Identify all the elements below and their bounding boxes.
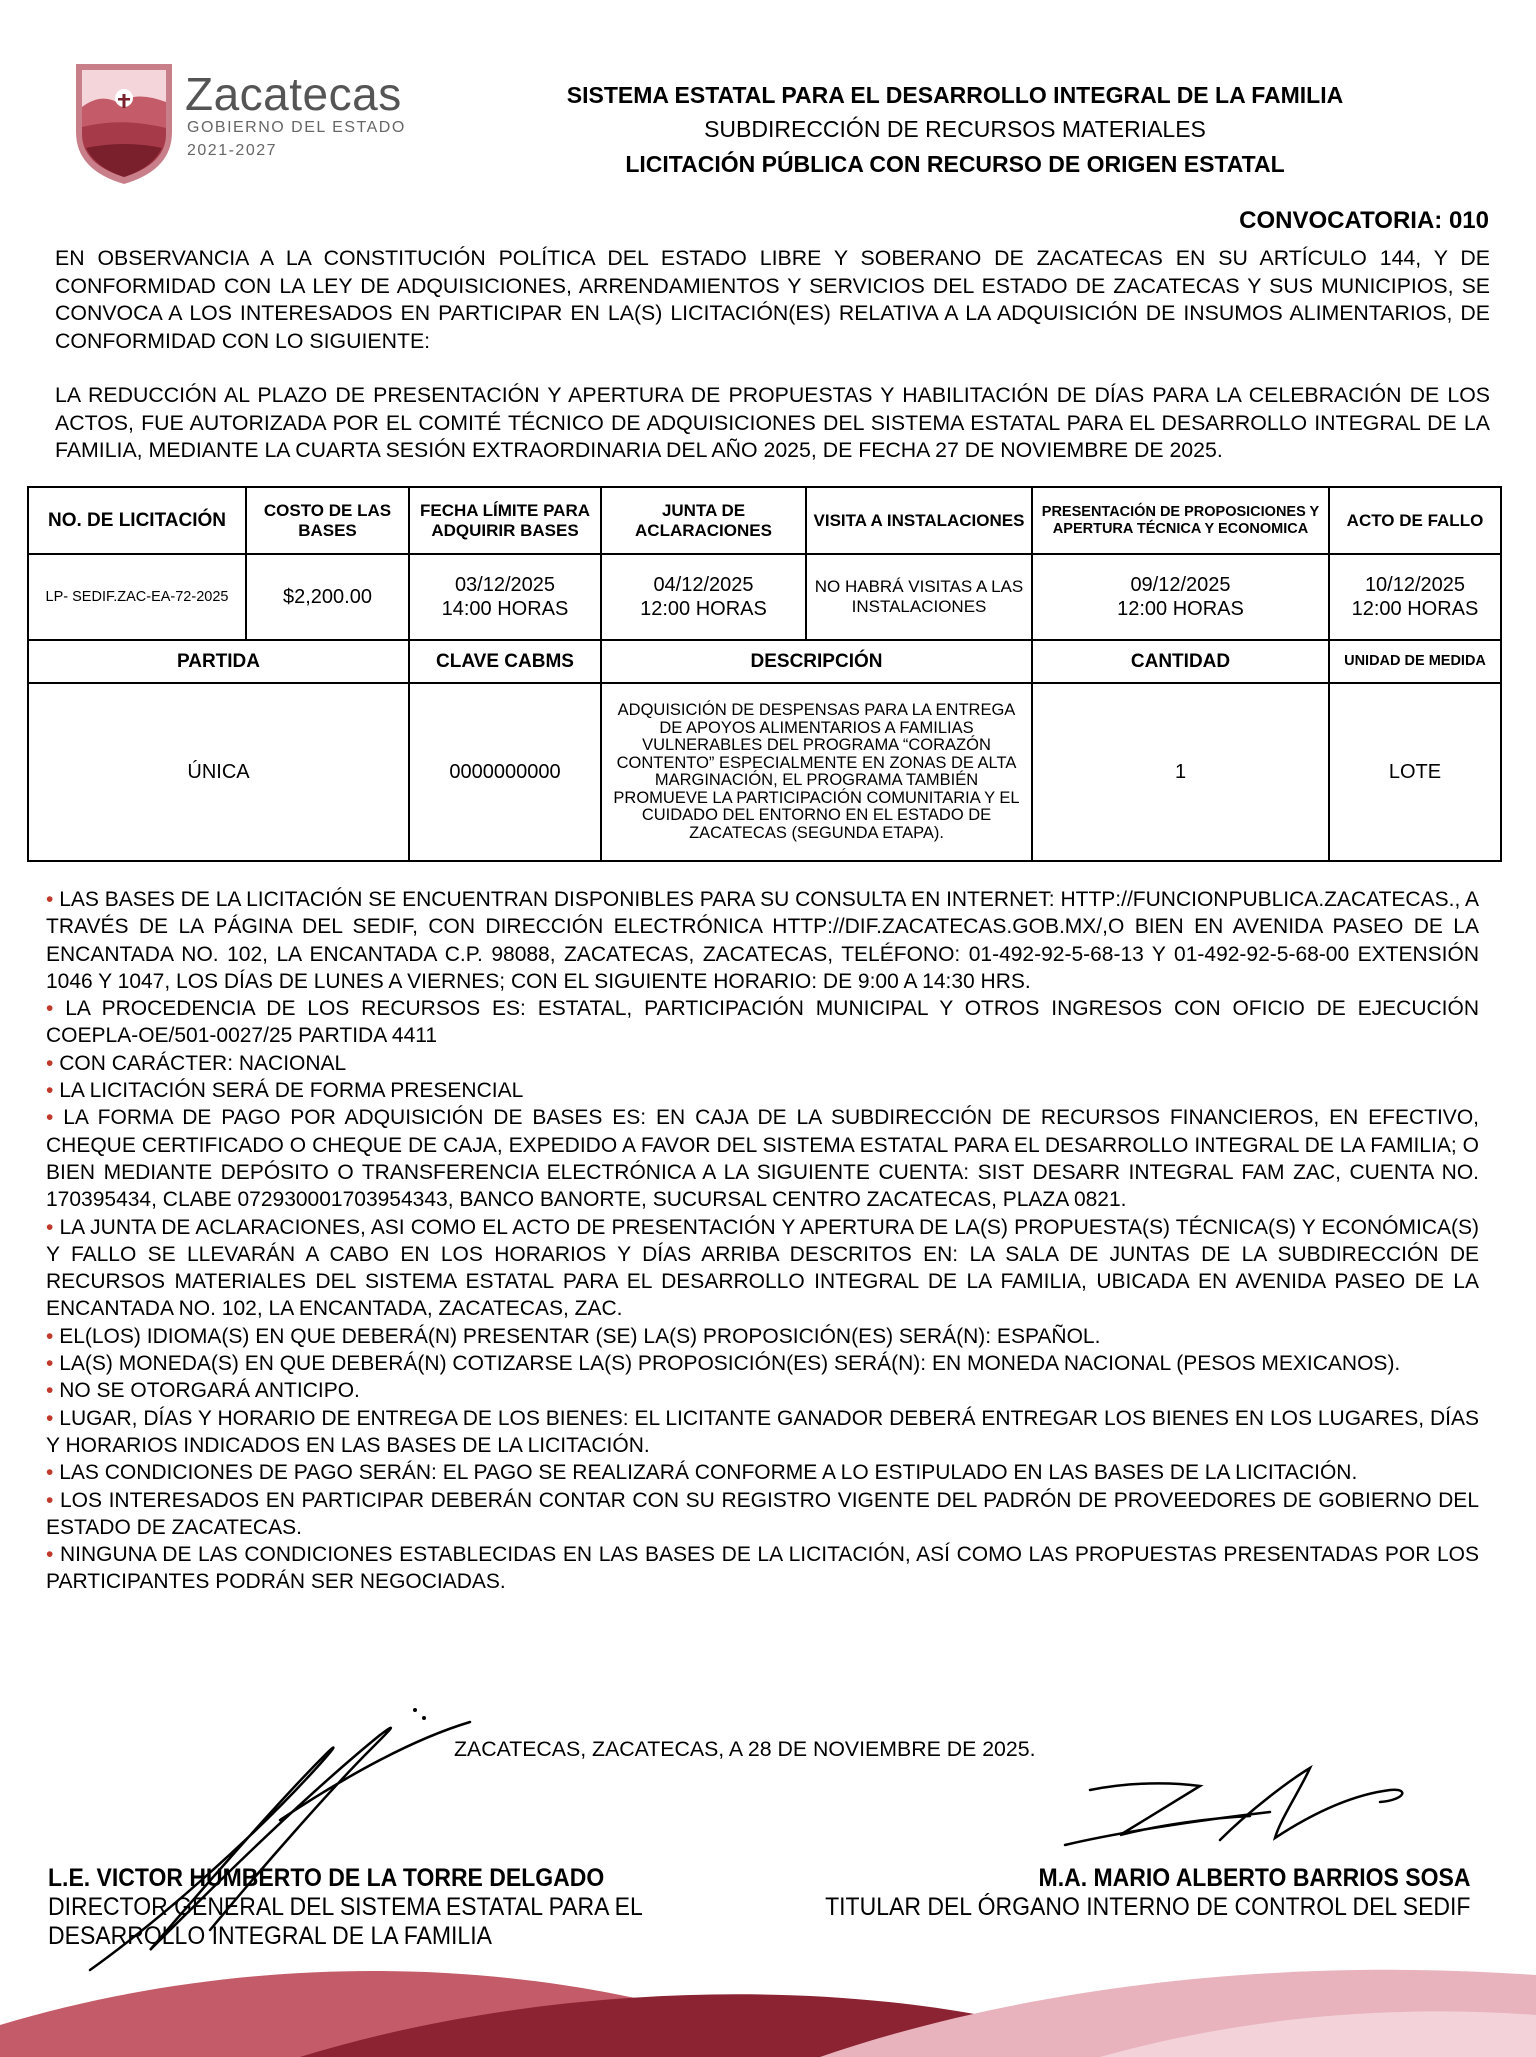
cell-fallo xyxy=(1329,554,1501,640)
list-item: • LAS CONDICIONES DE PAGO SERÁN: EL PAGO SE REALIZARÁ CONFORME A LO ESTIPULADO EN LAS BASES DE LA LICITACIÓN. xyxy=(46,1461,1358,1485)
list-item: • LAS BASES DE LA LICITACIÓN SE ENCUENTRAN DISPONIBLES PARA SU CONSULTA EN INTERNET: HTTP://FUNCIONPUBLICA.ZACATECAS., A TRAVÉS DE LA PÁGINA DEL SEDIF, CON DIRECCIÓN ELECTRÓNICA HTTP://DIF.ZACATECAS.GOB.MX/,O BIEN EN AVENIDA PASEO DE LA ENCANTADA NO. 102, LA ENCANTADA C.P. 98088, ZACATECAS, ZACATECAS, TELÉFONO: 01-492-92-5-68-13 Y 01-492-92-5-68-00 EXTENSIÓN 1046 Y 1047, LOS DÍAS DE LUNES A VIERNES; CON EL SIGUIENTE HORARIO: DE 9:00 A 14:30 HRS. xyxy=(46,888,1479,993)
list-item: • LA PROCEDENCIA DE LOS RECURSOS ES: ESTATAL, PARTICIPACIÓN MUNICIPAL Y OTROS INGRESOS CON OFICIO DE EJECUCIÓN COEPLA-OE/501-0027/25 PARTIDA 4411 xyxy=(46,997,1479,1048)
zacatecas-logo xyxy=(72,62,432,192)
bullet-icon: • xyxy=(46,888,54,911)
bullet-icon: • xyxy=(46,1324,54,1348)
convocatoria-number: CONVOCATORIA: 010 xyxy=(1239,207,1489,234)
signer-left-title: DIRECTOR GENERAL DEL SISTEMA ESTATAL PARA EL DESARROLLO INTEGRAL DE LA FAMILIA xyxy=(48,1893,643,1950)
header-title: SISTEMA ESTATAL PARA EL DESARROLLO INTEGRAL DE LA FAMILIA xyxy=(566,82,1344,108)
header-licitacion-type: LICITACIÓN PÚBLICA CON RECURSO DE ORIGEN ESTATAL xyxy=(625,151,1285,177)
table-header-row xyxy=(28,487,1501,554)
intro-paragraph-1: EN OBSERVANCIA A LA CONSTITUCIÓN POLÍTICA DEL ESTADO LIBRE Y SOBERANO DE ZACATECAS EN SU ARTÍCULO 144, Y DE CONFORMIDAD CON LA LEY DE ADQUISICIONES, ARRENDAMIENTOS Y SERVICIOS DEL ESTADO DE ZACATECAS Y SUS MUNICIPIOS, SE CONVOCA A LOS INTERESADOS EN PARTICIPAR EN LA(S) LICITACIÓN(ES) RELATIVA A LA ADQUISICIÓN DE INSUMOS ALIMENTARIOS, DE CONFORMIDAD CON LO SIGUIENTE: xyxy=(55,246,1490,353)
header-fecha-limite: FECHA LÍMITE PARA ADQUIRIR BASES xyxy=(409,487,601,554)
header-subtitle: SUBDIRECCIÓN DE RECURSOS MATERIALES xyxy=(704,116,1206,142)
fecha-limite-time: 14:00 HORAS xyxy=(441,598,569,620)
presentacion-date: 09/12/2025 xyxy=(1130,574,1231,596)
fallo-time: 12:00 HORAS xyxy=(1351,598,1479,620)
presentacion-time: 12:00 HORAS xyxy=(1117,598,1244,620)
junta-date: 04/12/2025 xyxy=(653,574,754,596)
header-partida: PARTIDA xyxy=(28,640,409,683)
list-item: • LA(S) MONEDA(S) EN QUE DEBERÁ(N) COTIZARSE LA(S) PROPOSICIÓN(ES) SERÁ(N): EN MONEDA NACIONAL (PESOS MEXICANOS). xyxy=(46,1352,1401,1376)
cell-visita: NO HABRÁ VISITAS A LAS INSTALACIONES xyxy=(806,554,1032,640)
signer-right-title: TITULAR DEL ÓRGANO INTERNO DE CONTROL DEL SEDIF xyxy=(824,1893,1470,1921)
header-unidad: UNIDAD DE MEDIDA xyxy=(1329,640,1501,683)
header-cantidad: CANTIDAD xyxy=(1032,640,1329,683)
cell-no-licitacion: LP- SEDIF.ZAC-EA-72-2025 xyxy=(28,554,246,640)
conditions-list xyxy=(46,886,1479,1596)
logo-years: 2021-2027 xyxy=(187,142,278,159)
table-header-row-2 xyxy=(28,640,1501,683)
signature-right-icon xyxy=(1060,1760,1430,1860)
bullet-icon: • xyxy=(46,1488,54,1512)
intro-paragraph-2: LA REDUCCIÓN AL PLAZO DE PRESENTACIÓN Y APERTURA DE PROPUESTAS Y HABILITACIÓN DE DÍAS PARA LA CELEBRACIÓN DE LOS ACTOS, FUE AUTORIZADA POR EL COMITÉ TÉCNICO DE ADQUISICIONES DEL SISTEMA ESTATAL PARA EL DESARROLLO INTEGRAL DE LA FAMILIA, MEDIANTE LA CUARTA SESIÓN EXTRAORDINARIA DEL AÑO 2025, DE FECHA 27 DE NOVIEMBRE DE 2025. xyxy=(55,383,1490,462)
list-item: • LA FORMA DE PAGO POR ADQUISICIÓN DE BASES ES: EN CAJA DE LA SUBDIRECCIÓN DE RECURSOS FINANCIEROS, EN EFECTIVO, CHEQUE CERTIFICADO O CHEQUE DE CAJA, EXPEDIDO A FAVOR DEL SISTEMA ESTATAL PARA EL DESARROLLO INTEGRAL DE LA FAMILIA; O BIEN MEDIANTE DEPÓSITO O TRANSFERENCIA ELECTRÓNICA A LA SIGUIENTE CUENTA: SIST DESARR INTEGRAL FAM ZAC, CUENTA NO. 170395434, CLABE 072930001703954343, BANCO BANORTE, SUCURSAL CENTRO ZACATECAS, PLAZA 0821. xyxy=(46,1106,1479,1212)
cell-clave: 0000000000 xyxy=(409,683,601,861)
bullet-icon: • xyxy=(46,1079,54,1103)
cell-cantidad: 1 xyxy=(1032,683,1329,861)
header-presentacion: PRESENTACIÓN DE PROPOSICIONES Y APERTURA TÉCNICA Y ECONOMICA xyxy=(1032,487,1329,554)
logo-wordmark: Zacatecas xyxy=(185,68,402,120)
signer-right-name: M.A. MARIO ALBERTO BARRIOS SOSA xyxy=(1038,1864,1470,1892)
bullet-icon: • xyxy=(46,1379,54,1403)
header-junta: JUNTA DE ACLARACIONES xyxy=(601,487,806,554)
logo-subtitle: GOBIERNO DEL ESTADO xyxy=(187,119,406,136)
fecha-limite-date: 03/12/2025 xyxy=(454,574,556,596)
cell-junta xyxy=(601,554,806,640)
bullet-icon: • xyxy=(46,1051,54,1075)
list-item: • NINGUNA DE LAS CONDICIONES ESTABLECIDAS EN LAS BASES DE LA LICITACIÓN, ASÍ COMO LAS PROPUESTAS PRESENTADAS POR LOS PARTICIPANTES PODRÁN SER NEGOCIADAS. xyxy=(46,1543,1479,1594)
list-item: • LOS INTERESADOS EN PARTICIPAR DEBERÁN CONTAR CON SU REGISTRO VIGENTE DEL PADRÓN DE PROVEEDORES DE GOBIERNO DEL ESTADO DE ZACATECAS. xyxy=(46,1488,1479,1539)
header-visita: VISITA A INSTALACIONES xyxy=(806,487,1032,554)
list-item: • LUGAR, DÍAS Y HORARIO DE ENTREGA DE LOS BIENES: EL LICITANTE GANADOR DEBERÁ ENTREGAR LOS BIENES EN LOS LUGARES, DÍAS Y HORARIOS INDICADOS EN LAS BASES DE LA LICITACIÓN. xyxy=(46,1406,1479,1457)
table-row xyxy=(28,683,1501,861)
bullet-icon: • xyxy=(46,1215,54,1239)
bullet-icon: • xyxy=(46,1461,54,1485)
cell-descripcion: ADQUISICIÓN DE DESPENSAS PARA LA ENTREGA DE APOYOS ALIMENTARIOS A FAMILIAS VULNERABLES DEL PROGRAMA “CORAZÓN CONTENTO” ESPECIALMENTE EN ZONAS DE ALTA MARGINACIÓN, EL PROGRAMA TAMBIÉN PROMUEVE LA PARTICIPACIÓN COMUNITARIA Y EL CUIDADO DEL ENTORNO EN EL ESTADO DE ZACATECAS (SEGUNDA ETAPA). xyxy=(601,683,1032,861)
signer-left-name: L.E. VICTOR HUMBERTO DE LA TORRE DELGADO xyxy=(48,1864,605,1892)
bullet-icon: • xyxy=(46,1352,54,1376)
list-item: • EL(LOS) IDIOMA(S) EN QUE DEBERÁ(N) PRESENTAR (SE) LA(S) PROPOSICIÓN(ES) SERÁ(N): ESPAÑOL. xyxy=(46,1324,1101,1348)
list-item: • NO SE OTORGARÁ ANTICIPO. xyxy=(46,1379,360,1403)
cell-partida: ÚNICA xyxy=(28,683,409,861)
header-no-licitacion: NO. DE LICITACIÓN xyxy=(28,487,246,554)
junta-time: 12:00 HORAS xyxy=(640,598,767,620)
bullet-icon: • xyxy=(46,997,54,1021)
header-costo: COSTO DE LAS BASES xyxy=(246,487,409,554)
cell-costo: $2,200.00 xyxy=(246,554,409,640)
fallo-date: 10/12/2025 xyxy=(1364,574,1466,596)
header-clave: CLAVE CABMS xyxy=(409,640,601,683)
bullet-icon: • xyxy=(46,1406,54,1430)
licitacion-table xyxy=(27,486,1502,862)
list-item: • LA JUNTA DE ACLARACIONES, ASI COMO EL ACTO DE PRESENTACIÓN Y APERTURA DE LA(S) PROPUESTA(S) TÉCNICA(S) Y ECONÓMICA(S) Y FALLO SE LLEVARÁN A CABO EN LOS HORARIOS Y DÍAS ARRIBA DESCRITOS EN: LA SALA DE JUNTAS DE LA SUBDIRECCIÓN DE RECURSOS MATERIALES DEL SISTEMA ESTATAL PARA EL DESARROLLO INTEGRAL DE LA FAMILIA, UBICADA EN AVENIDA PASEO DE LA ENCANTADA NO. 102, LA ENCANTADA, ZACATECAS, ZAC. xyxy=(46,1215,1479,1321)
table-row xyxy=(28,554,1501,640)
footer-wave-decoration xyxy=(0,1955,1536,2057)
cell-presentacion xyxy=(1032,554,1329,640)
bullet-icon: • xyxy=(46,1543,54,1567)
bullet-icon: • xyxy=(46,1106,54,1130)
list-item: • CON CARÁCTER: NACIONAL xyxy=(46,1051,347,1075)
cell-unidad: LOTE xyxy=(1329,683,1501,861)
header-fallo: ACTO DE FALLO xyxy=(1329,487,1501,554)
header-descripcion: DESCRIPCIÓN xyxy=(601,640,1032,683)
place-date: ZACATECAS, ZACATECAS, A 28 DE NOVIEMBRE DE 2025. xyxy=(454,1737,1036,1761)
cell-fecha-limite xyxy=(409,554,601,640)
shield-emblem-icon xyxy=(72,62,176,186)
list-item: • LA LICITACIÓN SERÁ DE FORMA PRESENCIAL xyxy=(46,1079,524,1103)
